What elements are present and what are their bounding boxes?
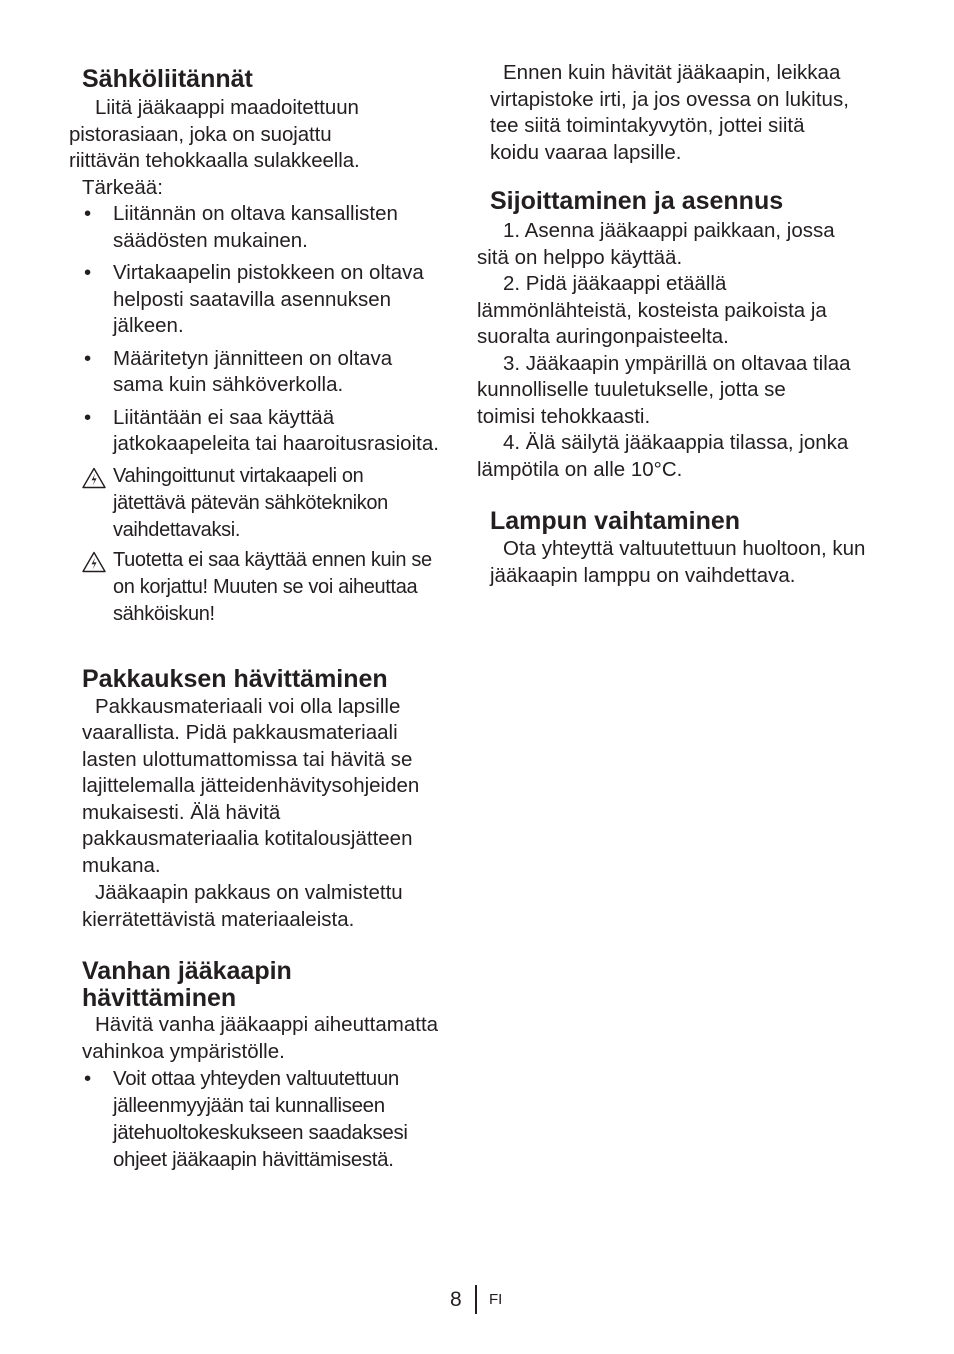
heading-packaging: Pakkauksen hävittäminen [82, 664, 388, 693]
list-item: 1. Asenna jääkaappi paikkaan, jossa sitä on helppo käyttää. [477, 219, 835, 269]
packaging-paragraph-1: Pakkausmateriaali voi olla lapsille vaarallista. Pidä pakkausmateriaali lasten ulottumattomissa tai hävitä se lajittelemalla jätteidenhävitysohjeiden mukaisesti. Älä hävitä pakkausmateriaalia kotitalousjätteen mukana. [82, 694, 420, 877]
right-column [477, 60, 882, 589]
section-placement [477, 187, 882, 483]
disposal-warning-paragraph: Ennen kuin hävität jääkaapin, leikkaa virtapistoke irti, ja jos ovessa on lukitus, tee siitä toimintakyvytön, jottei siitä koidu vaaraa lapsille. [490, 61, 849, 164]
heading-electrical: Sähköliitännät [82, 65, 253, 93]
placement-list [477, 218, 882, 483]
old-fridge-bullets [82, 1065, 467, 1173]
warning-triangle-icon [82, 467, 106, 489]
section-packaging [82, 666, 467, 934]
electrical-bullets [82, 201, 467, 458]
list-item: 4. Älä säilytä jääkaappia tilassa, jonka lämpötila on alle 10°C. [477, 431, 849, 481]
bullet-icon: • [84, 202, 92, 225]
footer-divider [475, 1285, 477, 1314]
old-fridge-intro: Hävitä vanha jääkaappi aiheuttamatta vahinkoa ympäristölle. [82, 1013, 439, 1063]
heading-lamp: Lampun vaihtaminen [490, 507, 741, 535]
bullet-icon: • [84, 261, 92, 284]
list-item: • Määritetyn jännitteen on oltava sama kuin sähköverkolla. [84, 346, 393, 396]
section-electrical [69, 65, 467, 628]
list-item: 2. Pidä jääkaappi etäällä lämmönlähteistä, kosteista paikoista ja suoralta auringonpaisteelta. [477, 272, 827, 348]
language-code: FI [489, 1291, 503, 1308]
list-item: 3. Jääkaapin ympärillä on oltavaa tilaa kunnolliselle tuuletukselle, jotta se toimisi tehokkaasti. [477, 351, 851, 428]
list-item: • Liitännän on oltava kansallisten säädösten mukainen. [84, 202, 398, 252]
packaging-paragraph-2: Jääkaapin pakkaus on valmistettu kierrätettävistä materiaaleista. [82, 881, 403, 931]
electrical-intro: Liitä jääkaappi maadoitettuun pistorasiaan, joka on suojattu riittävän tehokkaalla sulakkeella. [69, 96, 360, 172]
heading-old-fridge: Vanhan jääkaapin hävittäminen [82, 957, 292, 1012]
heading-placement: Sijoittaminen ja asennus [490, 187, 784, 215]
bullet-icon: • [84, 346, 92, 370]
lamp-paragraph: Ota yhteyttä valtuutettuun huoltoon, kun jääkaapin lamppu on vaihdettava. [490, 537, 866, 587]
list-item: • Virtakaapelin pistokkeen on oltava helposti saatavilla asennuksen jälkeen. [84, 261, 424, 337]
section-lamp [490, 508, 882, 589]
left-column [69, 60, 467, 1173]
important-label: Tärkeää: [82, 175, 163, 199]
page-footer [0, 1285, 954, 1315]
warning-note: Vahingoittunut virtakaapeli on jätettävä pätevän sähköteknikon vaihdettavaksi. [82, 463, 467, 544]
bullet-icon: • [84, 1067, 91, 1090]
warning-triangle-icon [82, 551, 106, 573]
bullet-icon: • [84, 405, 92, 429]
list-item: • Liitäntään ei saa käyttää jatkokaapeleita tai haaroitusrasioita. [84, 405, 439, 455]
warning-note: Tuotetta ei saa käyttää ennen kuin se on korjattu! Muuten se voi aiheuttaa sähköiskun! [82, 547, 467, 628]
list-item: • Voit ottaa yhteyden valtuutettuun jälleenmyyjään tai kunnalliseen jätehuoltokeskukseen saadaksesi ohjeet jääkaapin hävittämisestä. [84, 1067, 408, 1171]
page-number: 8 [450, 1288, 462, 1311]
section-old-fridge [82, 958, 467, 1173]
